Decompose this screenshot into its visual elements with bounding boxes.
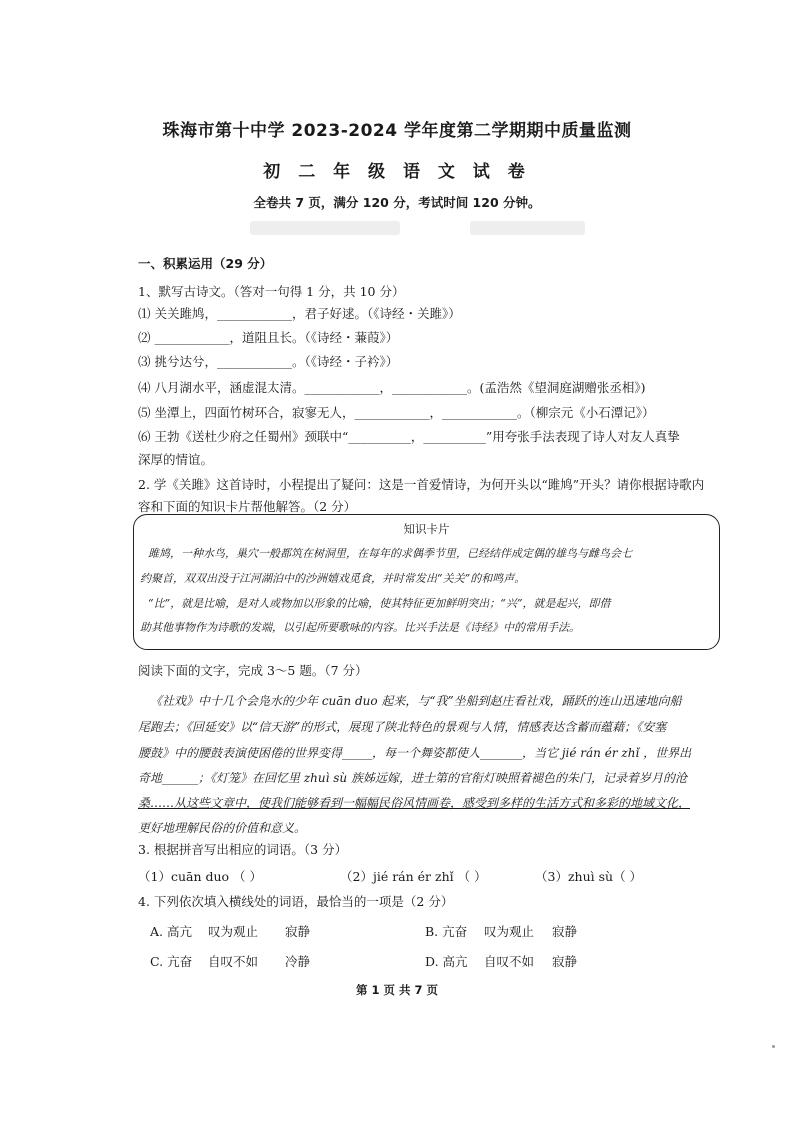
exam-subtitle: 初 二 年 级 语 文 试 卷 bbox=[263, 162, 531, 182]
q1-line-3: ⑶ 挑兮达兮，____________。（《诗经・子衿》） bbox=[138, 354, 399, 369]
question-1-title: 1、默写古诗文。（答对一句得 1 分，共 10 分） bbox=[138, 284, 405, 299]
card-line-4: 助其他事物作为诗歌的发端，以引起所要歌咏的内容。比兴手法是《诗经》中的常用手法。 bbox=[140, 621, 580, 634]
q1-line-1: ⑴ 关关雎鸠，____________，君子好逑。（《诗经・关雎》） bbox=[138, 306, 461, 321]
question-3-title: 3. 根据拼音写出相应的词语。（3 分） bbox=[138, 842, 348, 857]
q1-line-7: 深厚的情谊。 bbox=[138, 452, 214, 467]
exam-title: 珠海市第十中学 2023-2024 学年度第二学期期中质量监测 bbox=[162, 121, 632, 141]
question-4-title: 4. 下列依次填入横线处的词语，最恰当的一项是（2 分） bbox=[138, 894, 454, 909]
page-footer: 第 1 页 共 7 页 bbox=[355, 983, 439, 997]
section-heading: 一、积累运用（29 分） bbox=[138, 256, 273, 271]
blurred-mark-left bbox=[250, 221, 400, 235]
q1-line-2: ⑵ ____________，道阻且长。（《诗经・蒹葭》） bbox=[138, 330, 399, 345]
knowledge-card-title: 知识卡片 bbox=[403, 522, 450, 536]
card-line-3: “比”，就是比喻，是对人或物加以形象的比喻，使其特征更加鲜明突出；“兴”，就是起兴，即借 bbox=[148, 597, 611, 610]
reading-intro: 阅读下面的文字，完成 3～5 题。（7 分） bbox=[138, 663, 368, 678]
blurred-mark-right bbox=[470, 221, 585, 235]
option-c-word-1: C. 亢奋 bbox=[150, 954, 193, 969]
passage-line-2: 尾跑去；《回延安》以“信天游”的形式，展现了陕北特色的景观与人情，情感表达含蓄而蕴藉；《安塞 bbox=[138, 720, 667, 734]
question-2-line-2: 容和下面的知识卡片帮他解答。（2 分） bbox=[138, 499, 357, 514]
passage-line-4: 奇地______；《灯笼》在回忆里 zhuì sù 族姊远嫁，进士第的官衔灯映照着褪色的朱门，记录着岁月的沧 bbox=[138, 771, 687, 785]
option-d-word-3: 寂静 bbox=[552, 954, 578, 969]
q3-item-2: （2）jié rán ér zhǐ （ ） bbox=[340, 869, 487, 884]
option-c-word-2: 自叹不如 bbox=[208, 954, 259, 969]
option-a-word-2: 叹为观止 bbox=[208, 924, 259, 939]
option-d-word-1: D. 高亢 bbox=[425, 954, 468, 969]
option-b-word-3: 寂静 bbox=[552, 924, 578, 939]
option-d-word-2: 自叹不如 bbox=[484, 954, 535, 969]
scan-speck bbox=[772, 1045, 775, 1048]
option-c-word-3: 冷静 bbox=[285, 954, 311, 969]
passage-line-1: 《社戏》中十几个会凫水的少年 cuān duo 起来，与“我”坐船到赵庄看社戏，踊跃的连山迅速地向船 bbox=[150, 694, 682, 708]
card-line-2: 约聚首，双双出没于江河湖泊中的沙洲嬉戏觅食，并时常发出“关关”的和鸣声。 bbox=[140, 572, 526, 585]
passage-line-3: 腰鼓》中的腰鼓表演使困倦的世界变得_____，每一个舞姿都使人_______，当它 jié rán ér zhǐ ，世界出 bbox=[138, 746, 692, 760]
passage-line-5: 桑……从这些文章中，使我们能够看到一幅幅民俗风情画卷，感受到多样的生活方式和多彩的地域文化， bbox=[138, 796, 691, 810]
option-a-word-3: 寂静 bbox=[285, 924, 311, 939]
option-a-word-1: A. 高亢 bbox=[150, 924, 192, 939]
q3-item-1: （1）cuān duo （ ） bbox=[138, 869, 263, 884]
card-line-1: 雎鸠，一种水鸟，巢穴一般都筑在树洞里，在每年的求偶季节里，已经结伴成定偶的雄鸟与雌鸟会七 bbox=[148, 547, 632, 560]
q3-item-3: （3）zhuì sù（ ） bbox=[535, 869, 643, 884]
knowledge-card bbox=[133, 514, 720, 650]
passage-line-6: 更好地理解民俗的价值和意义。 bbox=[138, 821, 307, 835]
exam-info: 全卷共 7 页，满分 120 分，考试时间 120 分钟。 bbox=[253, 195, 541, 210]
q1-line-6: ⑹ 王勃《送杜少府之任蜀州》颈联中“__________，__________”用夸张手法表现了诗人对友人真挚 bbox=[138, 429, 680, 444]
option-b-word-2: 叹为观止 bbox=[484, 924, 535, 939]
q1-line-4: ⑷ 八月湖水平，涵虚混太清。____________，____________。(孟浩然《望洞庭湖赠张丞相》) bbox=[138, 380, 646, 395]
question-2-line-1: 2. 学《关雎》这首诗时，小程提出了疑问：这是一首爱情诗，为何开头以“雎鸠”开头？请你根据诗歌内 bbox=[138, 477, 705, 492]
option-b-word-1: B. 亢奋 bbox=[425, 924, 468, 939]
q1-line-5: ⑸ 坐潭上，四面竹树环合，寂寥无人，____________，____________。（柳宗元《小石潭记》） bbox=[138, 405, 655, 420]
